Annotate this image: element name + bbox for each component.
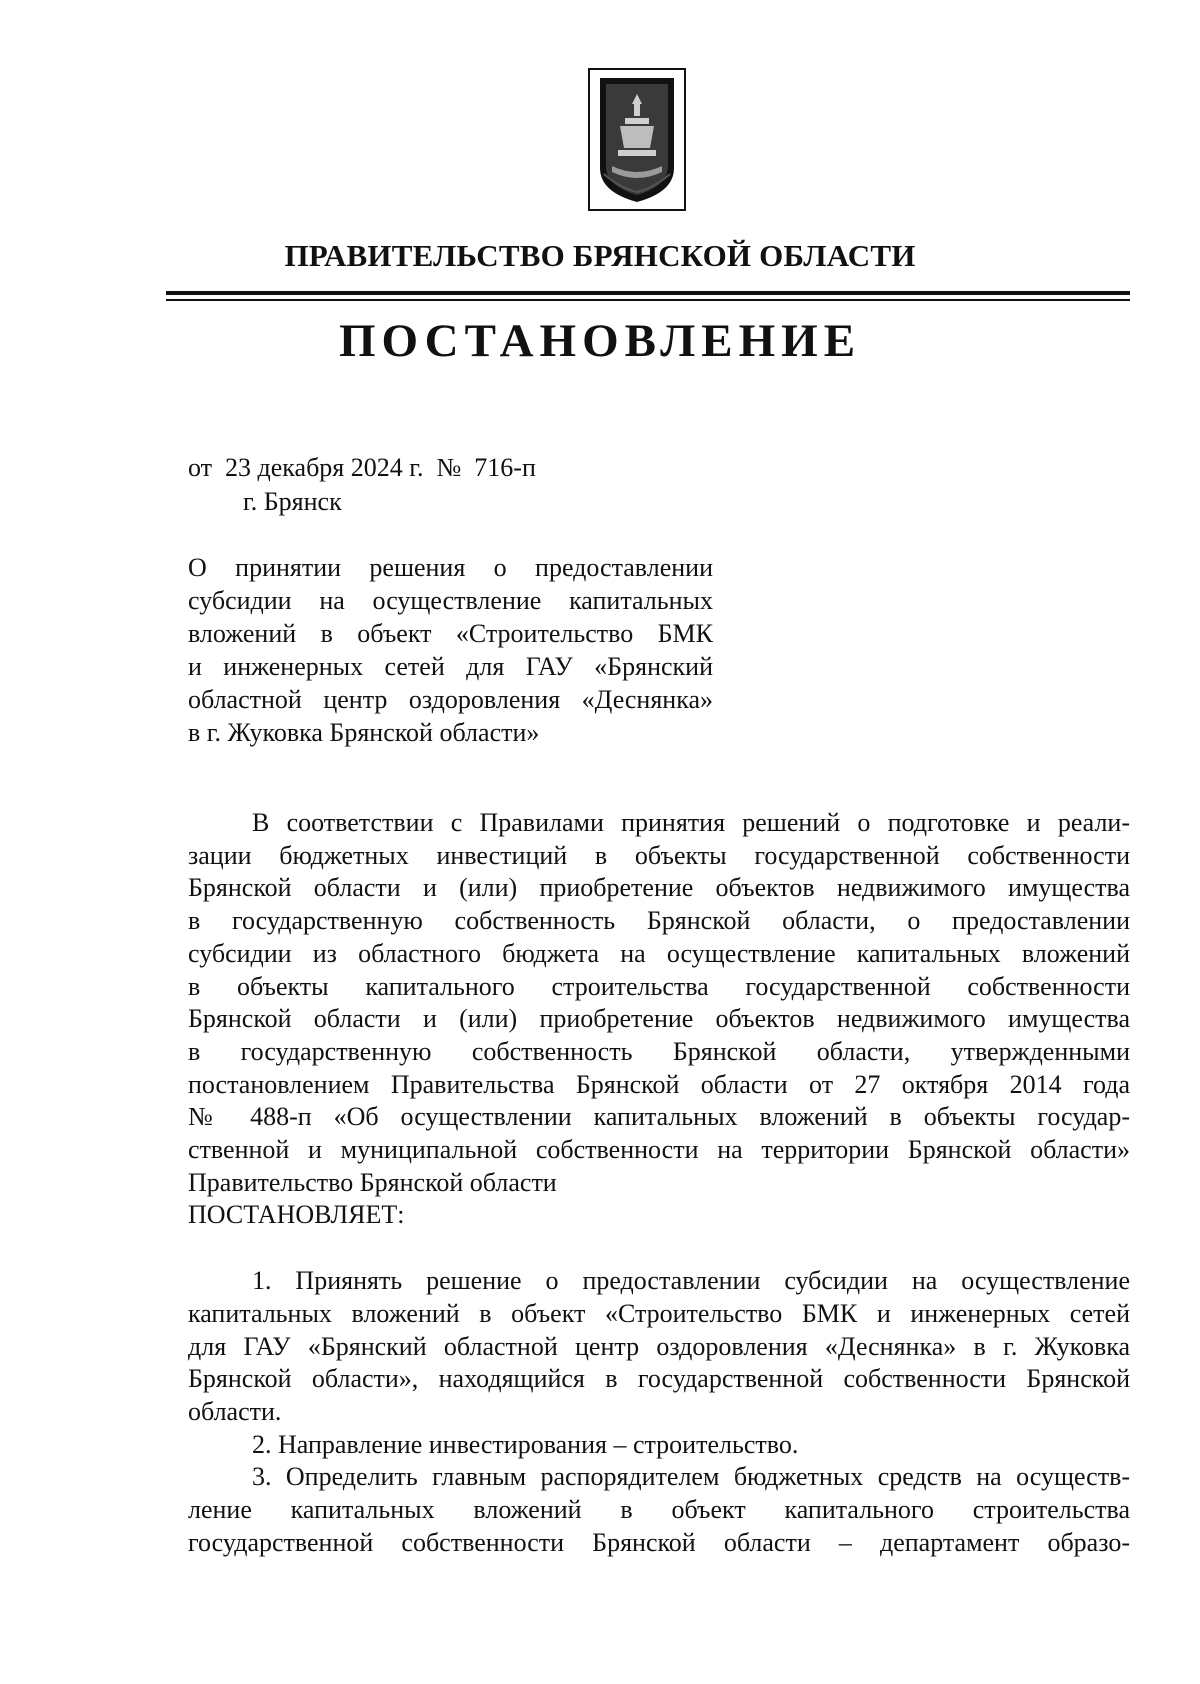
item-1-line: для ГАУ «Брянский областной центр оздоровления «Деснянка» в г. Жуковка (188, 1331, 1130, 1361)
header-rule-thick (166, 291, 1130, 295)
preamble-line: субсидии из областного бюджета на осуществление капитальных вложений (188, 938, 1130, 968)
preamble-line: Брянской области и (или) приобретение объектов недвижимого имущества (188, 873, 1130, 903)
header-rule-thin (166, 299, 1130, 301)
subject-line: субсидии на осуществление капитальных (188, 586, 713, 615)
item-3-line: ление капитальных вложений в объект капитального строительства (188, 1495, 1130, 1525)
item-1-line: Брянской области», находящийся в государственной собственности Брянской (188, 1364, 1130, 1394)
subject-block (188, 551, 713, 749)
preamble-line: в объекты капитального строительства государственной собственности (188, 971, 1130, 1001)
item-3-line: 3. Определить главным распорядителем бюджетных средств на осуществ- (252, 1462, 1130, 1492)
item-1-line: 1. Приянять решение о предоставлении субсидии на осуществление (252, 1266, 1130, 1296)
subject-line: областной центр оздоровления «Деснянка» (188, 685, 713, 714)
organization-title: ПРАВИТЕЛЬСТВО БРЯНСКОЙ ОБЛАСТИ (284, 238, 916, 273)
preamble-line: в государственную собственность Брянской области, о предоставлении (188, 906, 1130, 936)
paragraph-gap (188, 1232, 1130, 1265)
coat-of-arms-frame (588, 68, 686, 211)
date-number-line: от 23 декабря 2024 г. № 716-п (188, 453, 536, 482)
preamble-line: постановлением Правительства Брянской области от 27 октября 2014 года (188, 1069, 1130, 1099)
preamble-line: В соответствии с Правилами принятия решений о подготовке и реали- (252, 808, 1130, 837)
subject-line: и инженерных сетей для ГАУ «Брянский (188, 652, 713, 681)
preamble-line: зации бюджетных инвестиций в объекты государственной собственности (188, 840, 1130, 870)
preamble-line: Правительство Брянской области (188, 1167, 557, 1197)
document-body (188, 807, 1130, 1559)
subject-line: О принятии решения о предоставлении (188, 553, 713, 582)
preamble-line: в государственную собственность Брянской области, утвержденными (188, 1036, 1130, 1066)
item-3-line: государственной собственности Брянской области – департамент образо- (188, 1527, 1130, 1557)
preamble-line: ственной и муниципальной собственности на территории Брянской области» (188, 1135, 1130, 1165)
coat-of-arms-icon (590, 70, 684, 209)
item-1-line: области. (188, 1396, 282, 1426)
subject-line: вложений в объект «Строительство БМК (188, 619, 713, 648)
subject-line: в г. Жуковка Брянской области» (188, 718, 540, 747)
document-type-title: ПОСТАНОВЛЕНИЕ (338, 315, 862, 367)
resolves-heading: ПОСТАНОВЛЯЕТ: (188, 1200, 405, 1230)
preamble-line: № 488-п «Об осуществлении капитальных вложений в объекты государ- (188, 1102, 1130, 1132)
preamble-line: Брянской области и (или) приобретение объектов недвижимого имущества (188, 1004, 1130, 1034)
item-2: 2. Направление инвестирования – строительство. (252, 1429, 799, 1459)
city-line: г. Брянск (243, 487, 342, 516)
item-1-line: капитальных вложений в объект «Строительство БМК и инженерных сетей (188, 1298, 1130, 1328)
